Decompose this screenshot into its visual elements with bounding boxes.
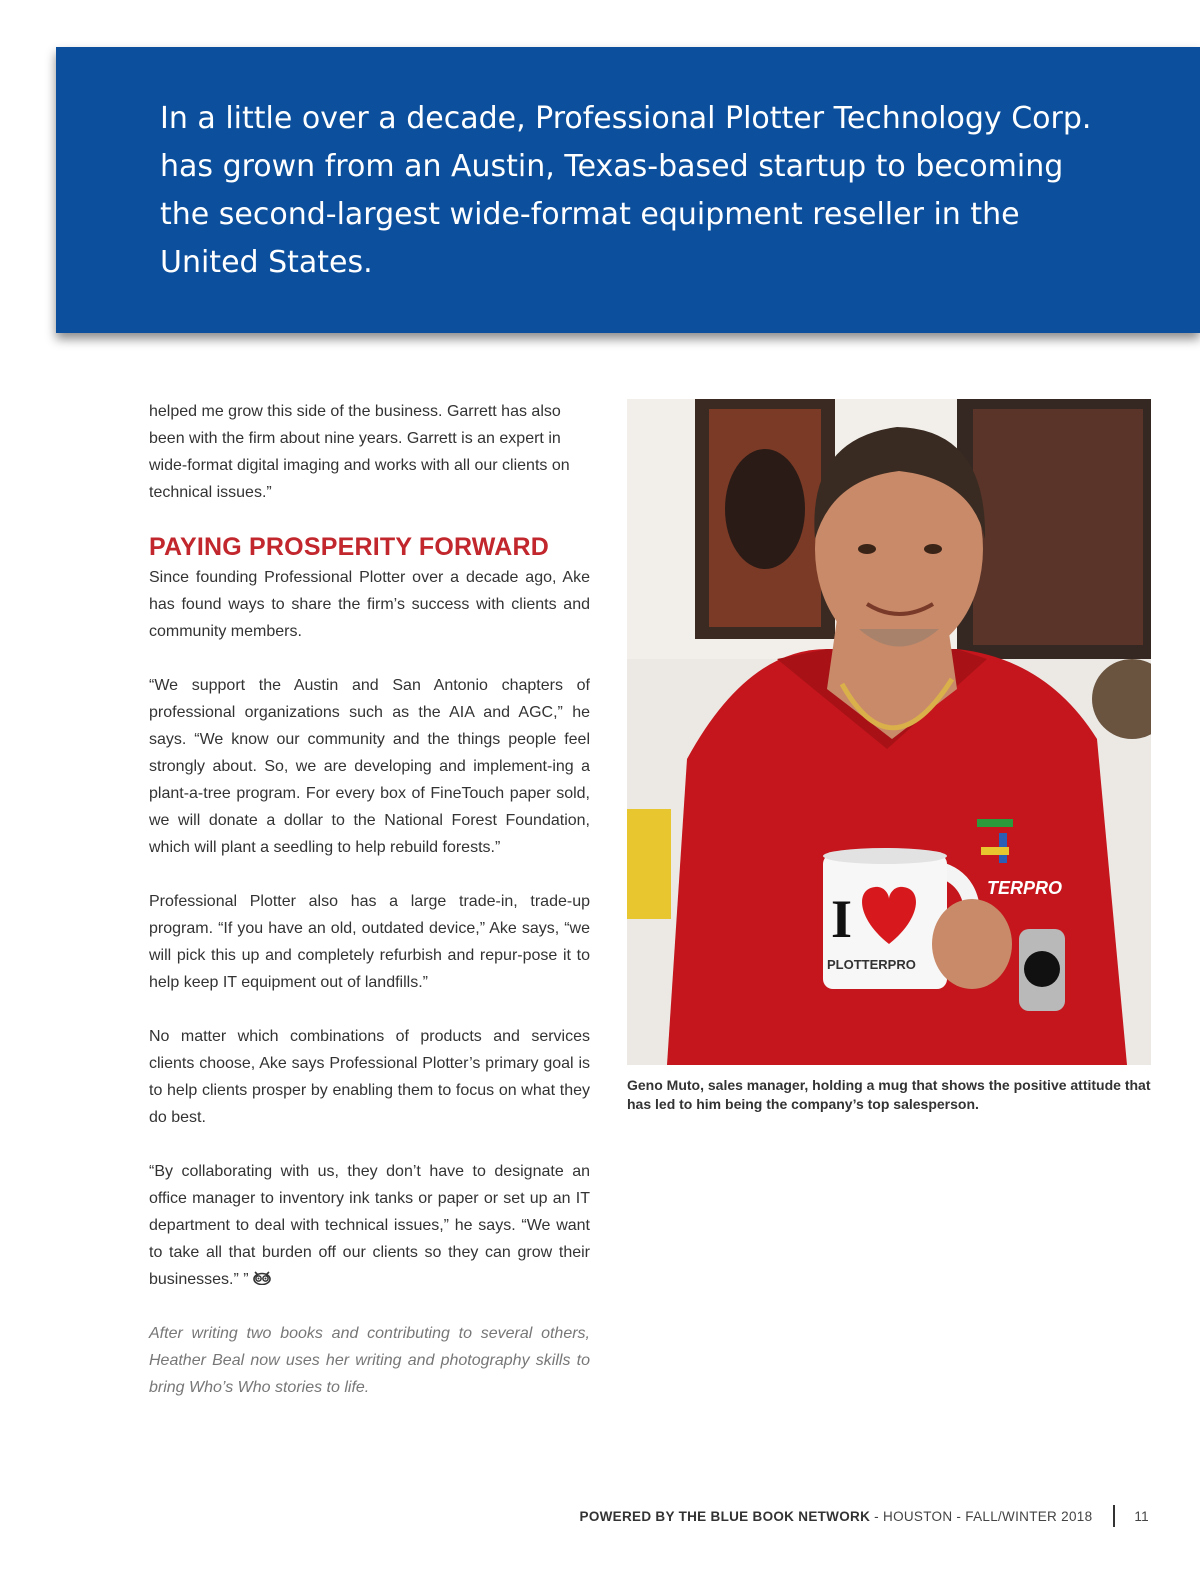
body-paragraph: Professional Plotter also has a large trade-in, trade-up program. “If you have an old, outdated device,” Ake says, “we will pick this up and completely refurbish and repur-pose it to help keep IT equipment out of landfills.” (149, 893, 590, 991)
article-column (149, 398, 590, 1428)
body-paragraph: “We support the Austin and San Antonio chapters of professional organizations such as the AIA and AGC,” he says. “We know our community and the things people feel strongly about. So, we are developing and implement-ing a plant-a-tree program. For every box of FineTouch paper sold, we will donate a dollar to the National Forest Foundation, which will plant a seedling to help rebuild forests.” (149, 677, 590, 856)
page-footer (580, 1505, 1149, 1527)
footer-network: POWERED BY THE BLUE BOOK NETWORK (579, 1508, 871, 1524)
author-bio: After writing two books and contributing to several others, Heather Beal now uses her writing and photography skills to bring Who’s Who stories to life. (149, 1325, 590, 1396)
body-paragraph: Since founding Professional Plotter over a decade ago, Ake has found ways to share the firm’s success with clients and community members. (149, 569, 590, 640)
shirt-logo-text: TERPRO (987, 878, 1063, 898)
section-heading: PAYING PROSPERITY FORWARD (149, 533, 549, 561)
intro-paragraph: helped me grow this side of the business. Garrett has also been with the firm about nine years. Garrett is an expert in wide-format digital imaging and works with all our clients on technical issues.” (149, 403, 570, 501)
mug-letter: I (831, 889, 853, 949)
body-paragraph: No matter which combinations of products and services clients choose, Ake says Professional Plotter’s primary goal is to help clients prosper by enabling them to focus on what they do best. (149, 1028, 590, 1126)
pull-quote-banner (56, 47, 1200, 333)
portrait-illustration (627, 399, 1151, 1065)
pull-quote-text: In a little over a decade, Professional Plotter Technology Corp. has grown from an Austin, Texas-based startup to becoming the second-largest wide-format equipment reseller in the United States. (160, 101, 1092, 280)
page-number: 11 (1134, 1508, 1149, 1524)
footer-divider (1113, 1505, 1115, 1527)
portrait-photo (627, 399, 1151, 1065)
footer-edition: - HOUSTON - FALL/WINTER 2018 (870, 1508, 1093, 1524)
closing-paragraph (149, 1158, 590, 1293)
hand (932, 899, 1012, 989)
mug-logo-text: PLOTTERPRO (827, 957, 916, 972)
photo-caption: Geno Muto, sales manager, holding a mug that shows the positive attitude that has led to him being the company’s top salesperson. (627, 1077, 1151, 1112)
closing-paragraph-text: “By collaborating with us, they don’t have to designate an office manager to inventory ink tanks or paper or set up an IT department to deal with technical issues,” he says. “We want to take all that burden off our clients so they can grow their businesses.” ” (149, 1163, 590, 1288)
owl-end-mark-icon (253, 1271, 271, 1285)
